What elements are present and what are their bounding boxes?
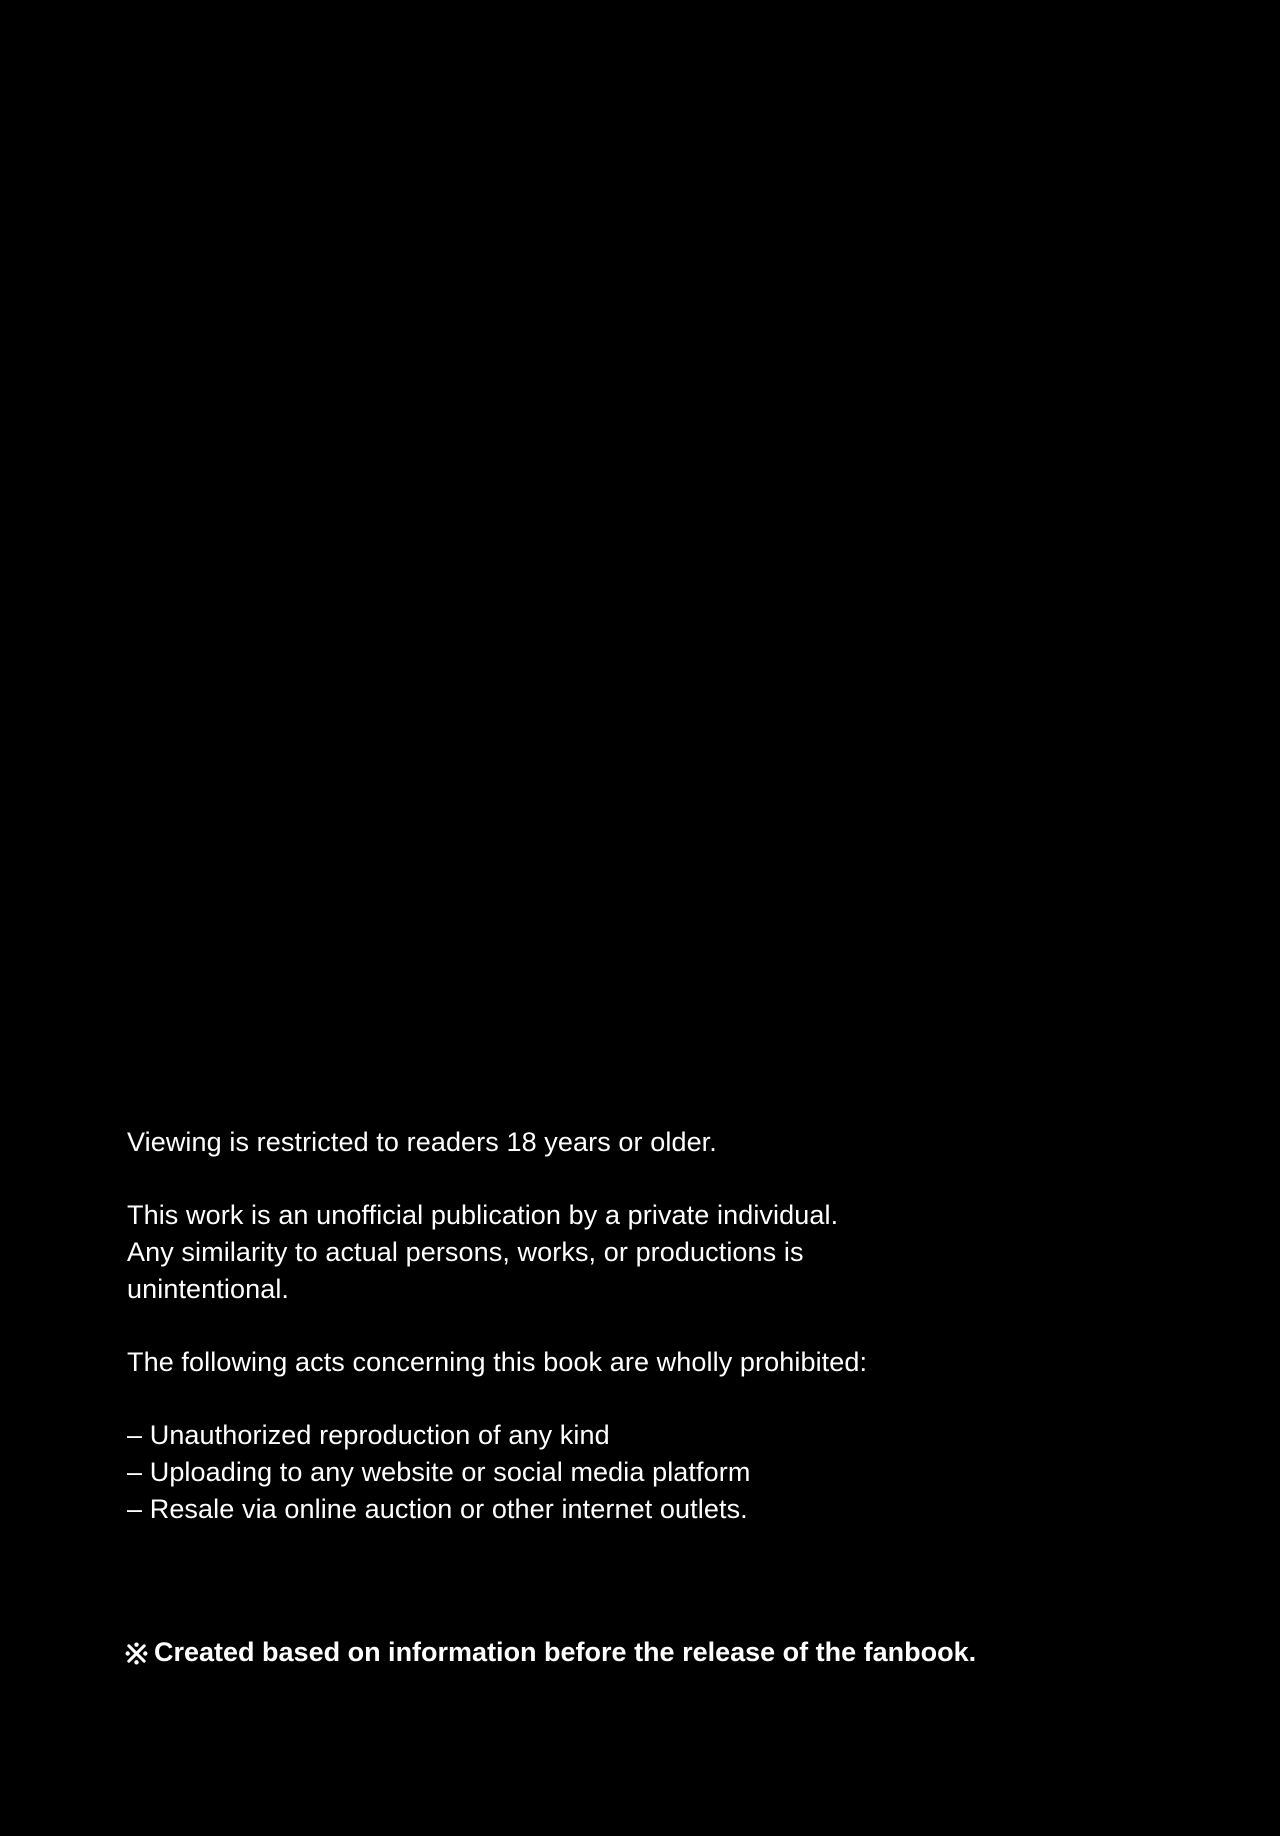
spacer [127,1381,1177,1417]
disclaimer-line: This work is an unofficial publication by a private individual. [127,1200,839,1230]
reference-mark-icon [125,1642,148,1665]
prohibited-item: – Resale via online auction or other internet outlets. [127,1494,748,1524]
spacer [127,1308,1177,1344]
prohibited-heading: The following acts concerning this book are wholly prohibited: [127,1347,868,1377]
disclaimer-line: Any similarity to actual persons, works, or productions is [127,1237,804,1267]
notice-block [127,1124,1177,1528]
spacer [127,1161,1177,1197]
prohibited-item: – Uploading to any website or social media platform [127,1457,751,1487]
age-restriction-text: Viewing is restricted to readers 18 years or older. [127,1127,717,1157]
footnote-text: Created based on information before the release of the fanbook. [154,1637,977,1667]
prohibited-item: – Unauthorized reproduction of any kind [127,1420,610,1450]
disclaimer-line: unintentional. [127,1274,290,1304]
footnote [125,1632,976,1672]
